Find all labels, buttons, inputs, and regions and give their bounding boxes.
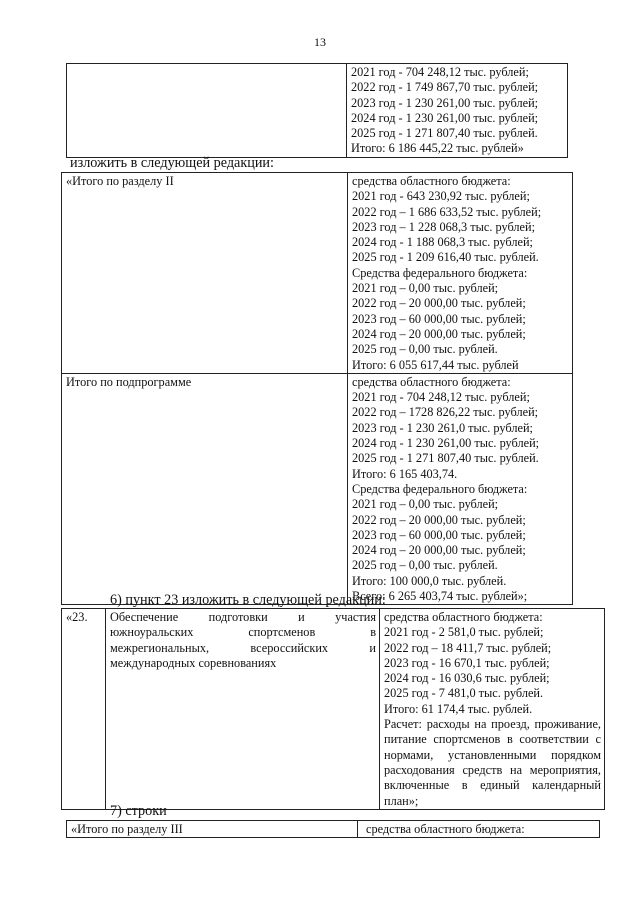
budget-line: 2024 год - 1 230 261,00 тыс. рублей; (352, 436, 540, 451)
budget-line: 2025 год - 1 271 807,40 тыс. рублей. (352, 451, 539, 466)
top-table (66, 63, 568, 158)
budget-line: Итого: 61 174,4 тыс. рублей. (384, 701, 533, 716)
budget-line: 2023 год – 1 228 068,3 тыс. рублей; (352, 219, 535, 234)
budget-line: Итого: 6 055 617,44 тыс. рублей (352, 357, 519, 372)
page-number: 13 (314, 35, 326, 49)
description-line: международных соревнованиях (110, 655, 277, 670)
budget-line: Итого: 6 186 445,22 тыс. рублей» (351, 141, 524, 156)
row-label: «Итого по разделу III (71, 822, 183, 836)
budget-line: 2024 год - 1 230 261,00 тыс. рублей; (351, 110, 539, 125)
budget-line: 2022 год – 18 411,7 тыс. рублей; (384, 640, 552, 655)
budget-line: 2022 год - 1 749 867,70 тыс. рублей; (351, 80, 539, 95)
budget-line: 2024 год - 16 030,6 тыс. рублей; (384, 671, 550, 686)
calculation-line: нормами, установленными порядком (384, 747, 601, 762)
budget-line: средства областного бюджета: (352, 174, 511, 188)
table-row (62, 609, 605, 810)
budget-line: 2021 год – 0,00 тыс. рублей; (352, 497, 499, 512)
budget-line: 2022 год – 1 686 633,52 тыс. рублей; (352, 204, 542, 219)
calculation-line: включенные в единый календарный (384, 778, 601, 793)
row-label-cell (62, 173, 348, 374)
budget-line: 2025 год - 7 481,0 тыс. рублей. (384, 686, 544, 701)
empty-cell (67, 64, 347, 158)
instruction-3: 7) строки (110, 803, 167, 819)
description-line: межрегиональных, всероссийских и (110, 640, 376, 655)
budget-line: 2022 год – 20 000,00 тыс. рублей; (352, 512, 526, 527)
row-label: «Итого по разделу II (66, 174, 174, 188)
section-2-table (61, 172, 573, 605)
budget-cell (347, 64, 568, 158)
budget-line: 2022 год – 1728 826,22 тыс. рублей; (352, 405, 539, 420)
budget-line: 2024 год – 20 000,00 тыс. рублей; (352, 543, 526, 558)
budget-line: 2021 год - 704 248,12 тыс. рублей; (351, 65, 529, 79)
budget-cell (348, 173, 573, 374)
budget-line: средства областного бюджета: (366, 822, 525, 836)
budget-cell (358, 821, 600, 838)
description-line: Обеспечение подготовки и участия (110, 610, 376, 624)
budget-line: Средства федерального бюджета: (352, 265, 528, 280)
budget-line: 2023 год - 1 230 261,0 тыс. рублей; (352, 420, 533, 435)
budget-line: средства областного бюджета: (352, 374, 511, 389)
table-row (67, 821, 600, 838)
budget-line: Итого: 6 165 403,74. (352, 466, 458, 481)
budget-line: 2021 год - 2 581,0 тыс. рублей; (384, 625, 544, 640)
budget-cell (380, 609, 605, 810)
budget-line: 2021 год - 704 248,12 тыс. рублей; (352, 390, 530, 405)
item-23-table (61, 608, 605, 810)
budget-line: 2024 год – 20 000,00 тыс. рублей; (352, 326, 526, 341)
budget-line: 2023 год – 60 000,00 тыс. рублей; (352, 527, 526, 542)
budget-line: Средства федерального бюджета: (352, 481, 528, 496)
item-number-cell (62, 609, 106, 810)
row-label-cell (67, 821, 358, 838)
budget-line: 2025 год – 0,00 тыс. рублей. (352, 342, 498, 357)
row-label-cell (62, 373, 348, 604)
budget-line: 2025 год - 1 271 807,40 тыс. рублей. (351, 126, 538, 141)
budget-cell (348, 373, 573, 604)
item-description-cell (106, 609, 380, 810)
table-row (62, 173, 573, 374)
item-number: «23. (66, 610, 88, 624)
table-row (62, 373, 573, 604)
row-label: Итого по подпрограмме (66, 374, 192, 389)
budget-line: 2021 год - 643 230,92 тыс. рублей; (352, 189, 530, 204)
budget-line: 2023 год – 60 000,00 тыс. рублей; (352, 311, 526, 326)
description-line: южноуральских спортсменов в (110, 625, 376, 640)
budget-line: 2025 год - 1 209 616,40 тыс. рублей. (352, 250, 539, 265)
budget-line: 2021 год – 0,00 тыс. рублей; (352, 281, 499, 296)
budget-line: 2023 год - 1 230 261,00 тыс. рублей; (351, 95, 539, 110)
budget-line: Итого: 100 000,0 тыс. рублей. (352, 573, 507, 588)
calculation-line: питание спортсменов в соответствии с (384, 732, 601, 747)
instruction-1: изложить в следующей редакции: (70, 155, 274, 171)
section-3-table (66, 820, 600, 838)
table-row (67, 64, 568, 158)
budget-line: 2024 год - 1 188 068,3 тыс. рублей; (352, 235, 533, 250)
instruction-2: 6) пункт 23 изложить в следующей редакции: (110, 592, 386, 608)
calculation-line: план»; (384, 793, 419, 808)
budget-line: Всего: 6 265 403,74 тыс. рублей»; (352, 589, 528, 604)
calculation-line: расходования средств на мероприятия, (384, 762, 601, 777)
budget-line: 2022 год – 20 000,00 тыс. рублей; (352, 296, 526, 311)
budget-line: средства областного бюджета: (384, 610, 543, 624)
budget-line: 2025 год – 0,00 тыс. рублей. (352, 558, 498, 573)
budget-line: 2023 год - 16 670,1 тыс. рублей; (384, 655, 550, 670)
calculation-line: Расчет: расходы на проезд, проживание, (384, 717, 601, 732)
